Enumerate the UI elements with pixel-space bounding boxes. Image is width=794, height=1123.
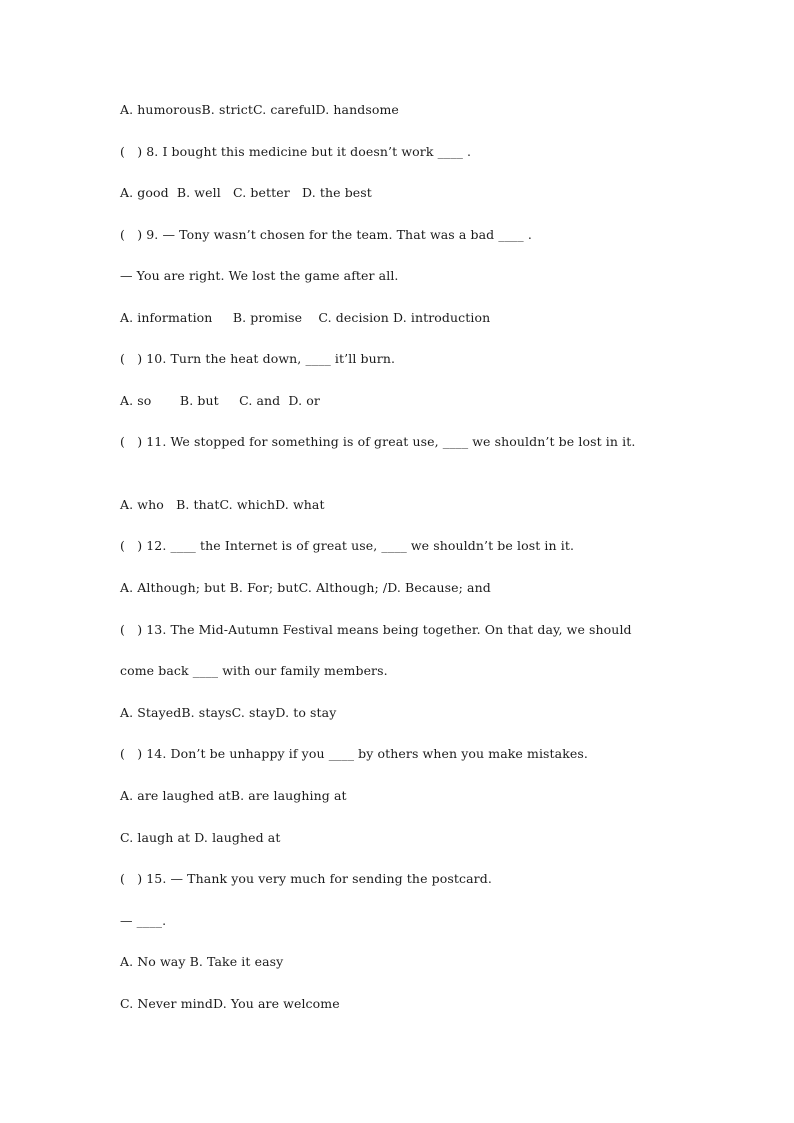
q13-question-cont: come back ____ with our family members. [120,663,388,678]
q15-question: ( ) 15. — Thank you very much for sending the postcard. [120,871,492,886]
q14-question: ( ) 14. Don’t be unhappy if you ____ by others when you make mistakes. [120,746,588,761]
q14-options-c-d: C. laugh at D. laughed at [120,830,281,845]
q10-options: A. so B. but C. and D. or [120,393,320,408]
q11-question: ( ) 11. We stopped for something is of great use, ____ we shouldn’t be lost in it. [120,434,636,449]
q8-options: A. good B. well C. better D. the best [120,185,372,200]
q13-question: ( ) 13. The Mid-Autumn Festival means being together. On that day, we should [120,622,632,637]
q14-options-a-b: A. are laughed atB. are laughing at [120,788,347,803]
q11-options: A. who B. thatC. whichD. what [120,497,325,512]
q7-options: A. humorousB. strictC. carefulD. handsome [120,102,399,117]
q12-options: A. Although; but B. For; butC. Although; /D. Because; and [120,580,491,595]
q15-options-a-b: A. No way B. Take it easy [120,954,284,969]
q15-dialogue-reply: — ____. [120,913,167,928]
q10-question: ( ) 10. Turn the heat down, ____ it’ll burn. [120,351,396,366]
q13-options: A. StayedB. staysC. stayD. to stay [120,705,337,720]
q12-question: ( ) 12. ____ the Internet is of great use, ____ we shouldn’t be lost in it. [120,538,575,553]
q9-options: A. information B. promise C. decision D. introduction [120,310,491,325]
q8-question: ( ) 8. I bought this medicine but it doesn’t work ____ . [120,144,472,159]
q15-options-c-d: C. Never mindD. You are welcome [120,996,340,1011]
q9-dialogue-reply: — You are right. We lost the game after all. [120,268,399,283]
q9-question: ( ) 9. — Tony wasn’t chosen for the team. That was a bad ____ . [120,227,532,242]
